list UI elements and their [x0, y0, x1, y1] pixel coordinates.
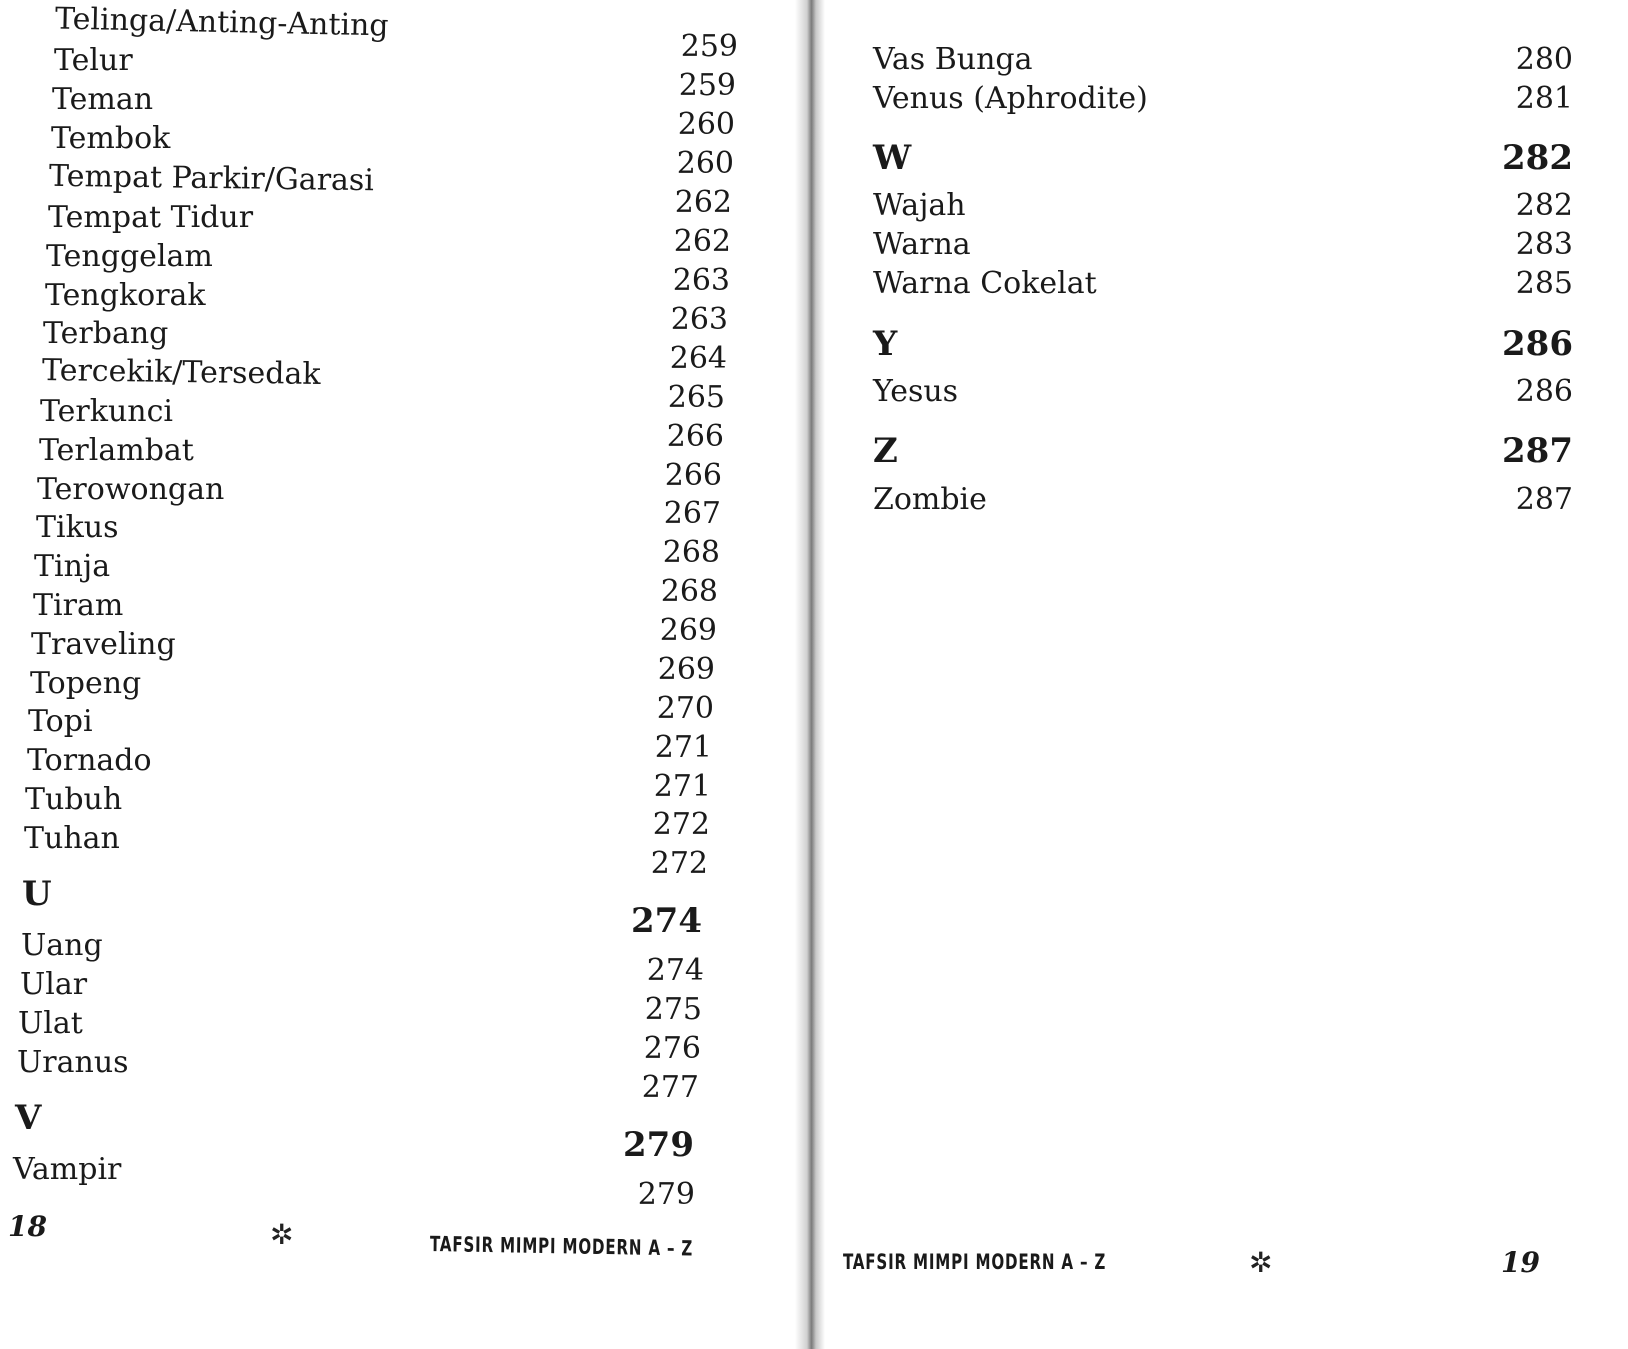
index-page: 262 — [674, 185, 732, 220]
flower-ornament-icon: ✲ — [1249, 1246, 1273, 1279]
index-page: 260 — [676, 146, 734, 181]
index-term: Vampir — [13, 1152, 122, 1187]
section-page-v: 279 — [623, 1125, 694, 1165]
index-page: 274 — [646, 953, 704, 988]
flower-ornament-icon: ✲ — [270, 1218, 294, 1251]
section-heading-y — [873, 324, 1573, 364]
index-term: Uranus — [17, 1045, 129, 1080]
index-term: Tempat Parkir/Garasi — [48, 158, 375, 199]
index-term: Tembok — [51, 121, 171, 156]
index-term: Topeng — [30, 666, 142, 701]
index-entry — [873, 480, 1573, 520]
index-term: Vas Bunga — [873, 42, 1033, 77]
index-term: Wajah — [873, 188, 966, 223]
right-page — [825, 0, 1628, 1349]
index-term: Tuhan — [24, 821, 120, 856]
left-index-list — [0, 0, 800, 1349]
index-term: Traveling — [31, 627, 176, 662]
index-term: Ulat — [18, 1006, 83, 1041]
index-term: Uang — [21, 928, 103, 963]
index-page: 263 — [672, 263, 730, 298]
index-term: Tempat Tidur — [48, 200, 254, 235]
section-letter-v: V — [15, 1098, 42, 1138]
index-page: 282 — [1515, 188, 1573, 223]
index-term: Telinga/Anting-Anting — [54, 1, 389, 44]
index-page: 275 — [644, 992, 702, 1027]
index-term: Yesus — [873, 374, 959, 409]
index-entry — [873, 372, 1573, 412]
index-page: 259 — [678, 68, 736, 103]
index-term: Tinja — [34, 549, 111, 584]
index-term: Terlambat — [39, 433, 194, 468]
section-letter-u: U — [22, 874, 52, 914]
index-page: 270 — [656, 691, 714, 726]
index-term: Telur — [54, 43, 133, 78]
index-entry — [873, 40, 1573, 80]
index-term: Topi — [28, 704, 93, 739]
index-page: 279 — [637, 1177, 695, 1212]
index-term: Tiram — [33, 588, 124, 623]
index-page: 271 — [654, 730, 712, 765]
index-term: Tenggelam — [46, 239, 213, 274]
index-entry — [873, 79, 1573, 119]
index-entry — [873, 225, 1573, 265]
section-page-w: 282 — [1502, 138, 1573, 178]
index-page: 276 — [643, 1031, 701, 1066]
index-page: 264 — [669, 341, 727, 376]
index-page: 259 — [680, 29, 738, 64]
index-page: 267 — [663, 496, 721, 531]
page-number-left: 18 — [8, 1210, 47, 1243]
index-page: 272 — [652, 807, 710, 842]
index-term: Warna Cokelat — [873, 266, 1097, 301]
index-page: 268 — [662, 535, 720, 570]
section-letter-w: W — [873, 138, 912, 178]
index-term: Tikus — [36, 510, 119, 545]
section-heading-z — [873, 431, 1573, 471]
left-page — [0, 0, 800, 1349]
index-page: 269 — [657, 652, 715, 687]
index-page: 266 — [666, 419, 724, 454]
section-letter-y: Y — [873, 324, 898, 364]
index-entry — [873, 186, 1573, 226]
book-gutter — [795, 0, 825, 1349]
index-page: 283 — [1515, 227, 1573, 262]
book-title-footer: TAFSIR MIMPI MODERN A – Z — [429, 1232, 694, 1261]
section-page-u: 274 — [631, 901, 702, 941]
page-number-right: 19 — [1501, 1246, 1540, 1279]
index-term: Tornado — [27, 743, 152, 778]
index-page: 286 — [1515, 374, 1573, 409]
section-page-z: 287 — [1502, 431, 1573, 471]
index-term: Terbang — [43, 316, 169, 351]
index-page: 277 — [641, 1070, 699, 1105]
book-title-footer: TAFSIR MIMPI MODERN A – Z — [843, 1250, 1107, 1274]
index-page: 287 — [1515, 482, 1573, 517]
section-letter-z: Z — [873, 431, 898, 471]
index-term: Teman — [52, 82, 154, 117]
index-term: Tubuh — [25, 782, 123, 817]
index-page: 260 — [677, 107, 735, 142]
section-page-y: 286 — [1502, 324, 1573, 364]
index-term: Warna — [873, 227, 971, 262]
index-page: 265 — [667, 380, 725, 415]
index-page: 280 — [1515, 42, 1573, 77]
index-page: 281 — [1515, 81, 1573, 116]
index-page: 272 — [650, 846, 708, 881]
index-term: Tercekik/Tersedak — [41, 353, 321, 392]
index-page: 263 — [670, 302, 728, 337]
index-page: 268 — [660, 574, 718, 609]
index-term: Venus (Aphrodite) — [873, 81, 1148, 116]
index-term: Tengkorak — [45, 278, 206, 313]
index-page: 266 — [664, 458, 722, 493]
index-page: 262 — [673, 224, 731, 259]
index-term: Zombie — [873, 482, 987, 517]
index-page: 269 — [659, 613, 717, 648]
index-page: 271 — [653, 769, 711, 804]
index-term: Ular — [20, 967, 88, 1002]
section-heading-w — [873, 138, 1573, 178]
index-page: 285 — [1515, 266, 1573, 301]
index-entry — [873, 264, 1573, 304]
index-term: Terkunci — [40, 394, 173, 429]
index-term: Terowongan — [37, 472, 225, 507]
